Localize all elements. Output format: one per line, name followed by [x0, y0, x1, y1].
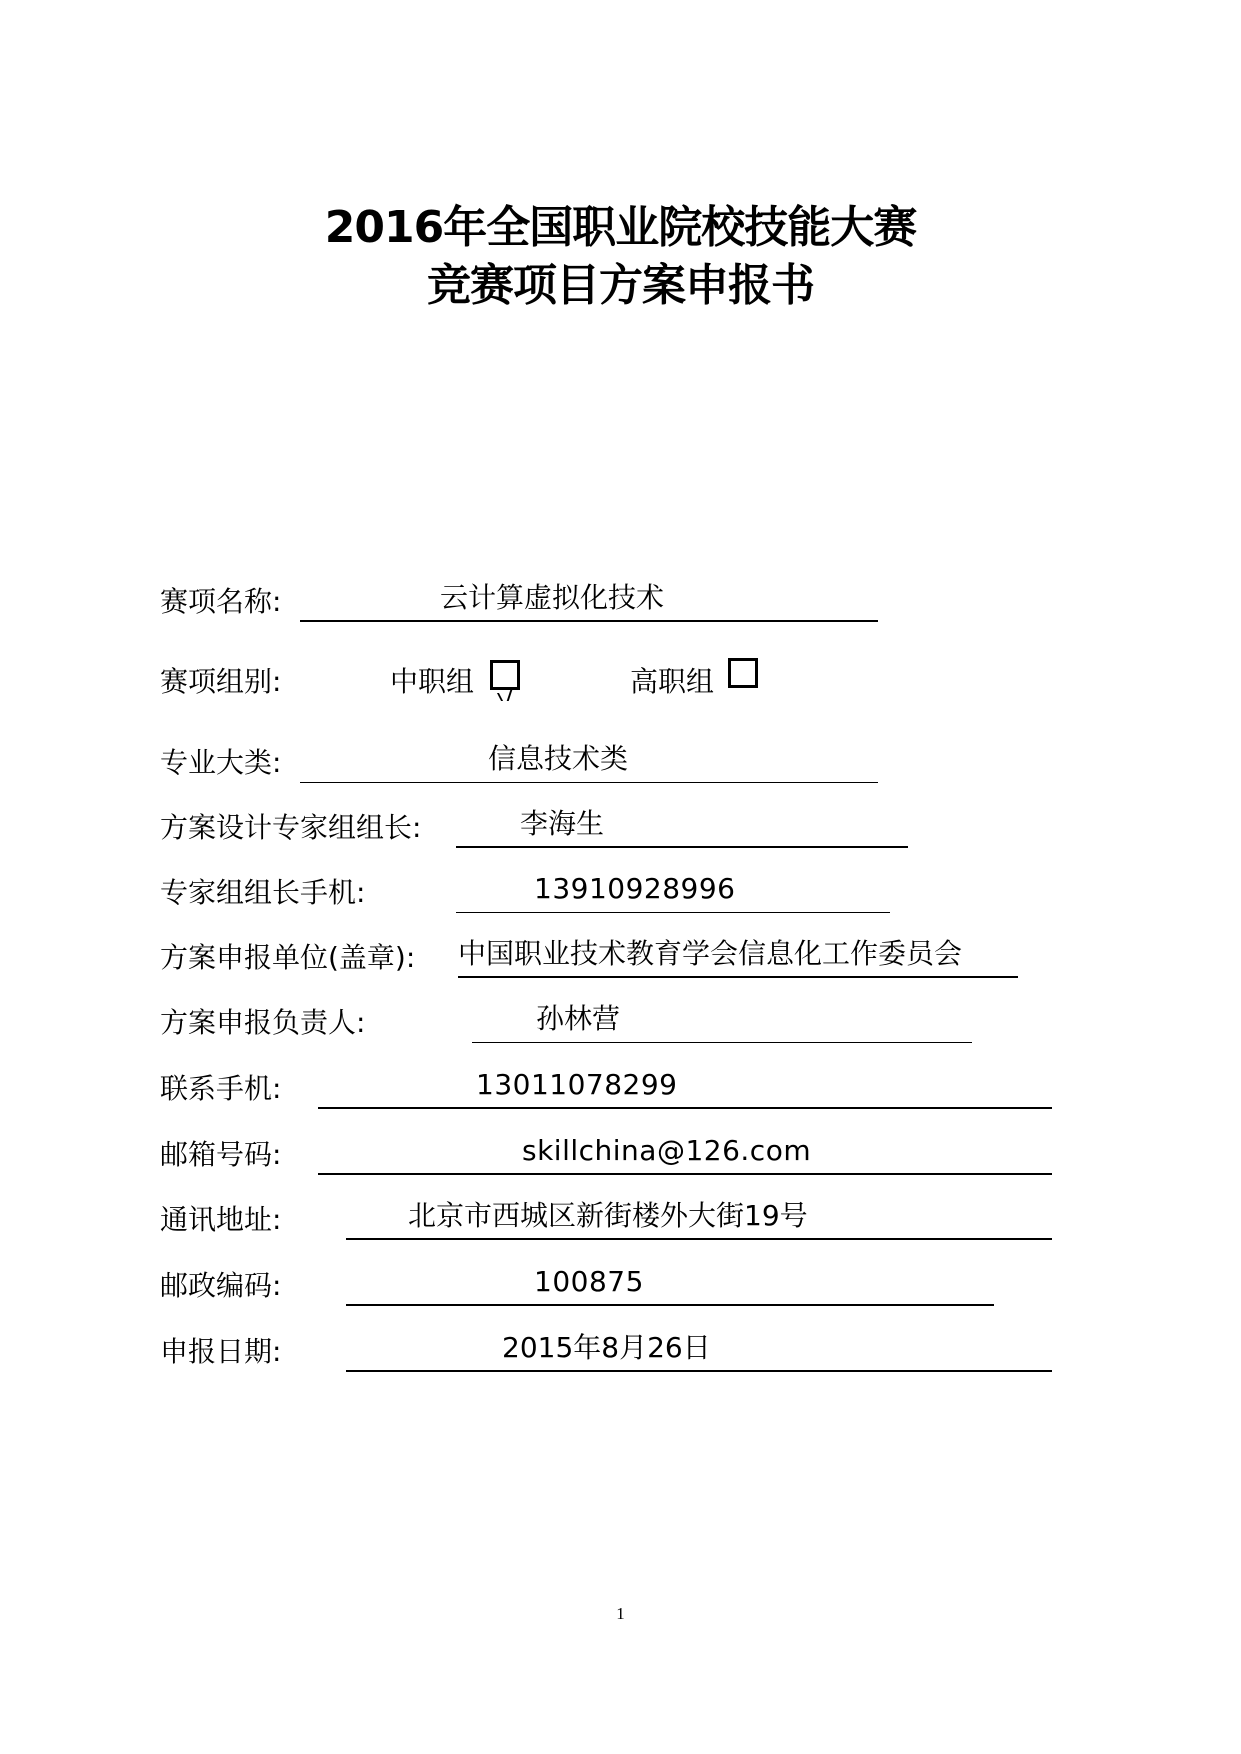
document-title-line1: 2016年全国职业院校技能大赛	[324, 202, 917, 253]
application-date-value: 2015年8月26日	[502, 1331, 711, 1364]
leader-phone-value: 13910928996	[534, 872, 736, 905]
major-category-value: 信息技术类	[488, 742, 629, 775]
address-field[interactable]	[346, 1200, 1052, 1240]
applicant-unit-label: 方案申报单位(盖章):	[160, 941, 416, 974]
expert-leader-label: 方案设计专家组组长:	[160, 811, 422, 844]
applicant-contact-value: 孙林营	[536, 1002, 621, 1035]
expert-leader-value: 李海生	[520, 807, 605, 840]
event-name-label: 赛项名称:	[160, 585, 282, 618]
postal-code-value: 100875	[534, 1265, 644, 1298]
application-date-label: 申报日期:	[160, 1335, 282, 1368]
contact-phone-value: 13011078299	[476, 1068, 678, 1101]
address-value: 北京市西城区新街楼外大街19号	[408, 1199, 808, 1232]
contact-phone-label: 联系手机:	[160, 1072, 282, 1105]
postal-code-label: 邮政编码:	[160, 1269, 282, 1302]
major-category-label: 专业大类:	[160, 746, 282, 779]
event-name-value: 云计算虚拟化技术	[440, 581, 665, 614]
application-date-field[interactable]	[346, 1332, 1052, 1372]
leader-phone-field[interactable]	[456, 873, 890, 913]
email-value: skillchina@126.com	[522, 1134, 812, 1167]
contact-phone-field[interactable]	[318, 1069, 1052, 1109]
document-title-line2: 竞赛项目方案申报书	[427, 260, 814, 311]
expert-leader-field[interactable]	[456, 808, 908, 848]
applicant-contact-field[interactable]	[472, 1003, 972, 1043]
address-label: 通讯地址:	[160, 1203, 282, 1236]
event-group-label: 赛项组别:	[160, 665, 282, 698]
email-label: 邮箱号码:	[160, 1138, 282, 1171]
event-name-field[interactable]	[300, 582, 878, 622]
applicant-unit-value: 中国职业技术教育学会信息化工作委员会	[458, 937, 963, 970]
email-field[interactable]	[318, 1135, 1052, 1175]
option-secondary-vocational-label: 中职组	[390, 665, 475, 698]
applicant-contact-label: 方案申报负责人:	[160, 1006, 366, 1039]
postal-code-field[interactable]	[346, 1266, 994, 1306]
page-number: 1	[616, 1604, 625, 1623]
major-category-field[interactable]	[300, 743, 878, 783]
leader-phone-label: 专家组组长手机:	[160, 876, 366, 909]
option-higher-vocational-checkbox[interactable]	[728, 658, 758, 688]
option-higher-vocational-label: 高职组	[630, 665, 715, 698]
option-secondary-vocational-checkbox[interactable]	[490, 660, 520, 690]
checkmark-icon	[497, 687, 514, 701]
applicant-unit-field[interactable]	[458, 938, 1018, 978]
